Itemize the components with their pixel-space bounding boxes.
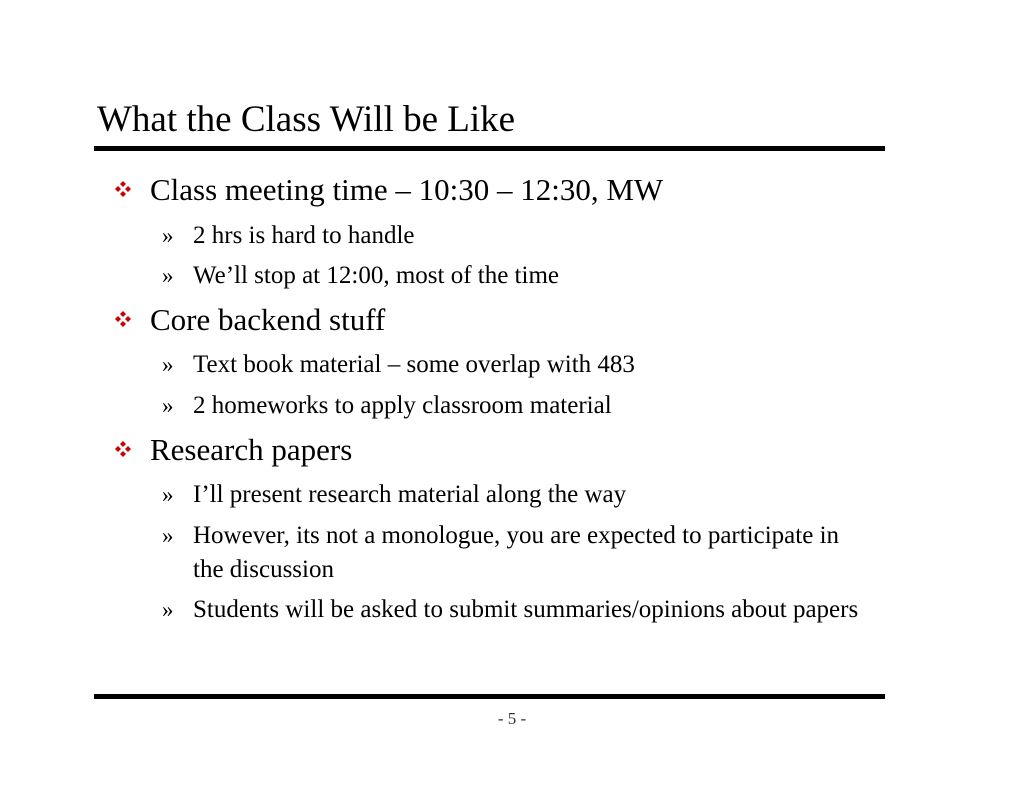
double-chevron-bullet-icon: » [162,263,174,288]
red-diamond-bullet-icon [114,310,132,328]
sub-bullet-item [162,593,873,627]
sub-bullet-item [162,478,873,512]
slide-title: What the Class Will be Like [97,99,516,140]
double-chevron-bullet-icon: » [162,482,174,507]
bullet-text: Core backend stuff [150,302,386,337]
sub-bullet-text: We’ll stop at 12:00, most of the time [193,262,559,289]
sub-bullet-text: Students will be asked to submit summaries/opinions about papers [193,596,859,623]
bullet-item [150,173,870,207]
sub-bullet-item [162,219,873,253]
double-chevron-bullet-icon: » [162,523,174,548]
double-chevron-bullet-icon: » [162,597,174,622]
bullet-item [150,433,870,467]
sub-bullet-text: Text book material – some overlap with 483 [193,351,635,378]
page-number: - 5 - [497,709,527,728]
red-diamond-bullet-icon [114,180,132,198]
double-chevron-bullet-icon: » [162,223,174,248]
double-chevron-bullet-icon: » [162,393,174,418]
sub-bullet-item [162,259,873,293]
sub-bullet-item [162,389,873,423]
footer-divider [94,694,885,699]
sub-bullet-item [162,519,873,587]
sub-bullet-item [162,348,873,382]
bullet-item [150,303,870,337]
bullet-text: Research papers [150,432,353,467]
sub-bullet-text: 2 homeworks to apply classroom material [193,392,612,419]
sub-bullet-text: I’ll present research material along the way [193,481,627,508]
red-diamond-bullet-icon [114,440,132,458]
sub-bullet-text: 2 hrs is hard to handle [193,222,415,249]
bullet-text: Class meeting time – 10:30 – 12:30, MW [150,172,664,207]
double-chevron-bullet-icon: » [162,352,174,377]
sub-bullet-text: However, its not a monologue, you are expected to participate in the discussion [193,522,840,583]
